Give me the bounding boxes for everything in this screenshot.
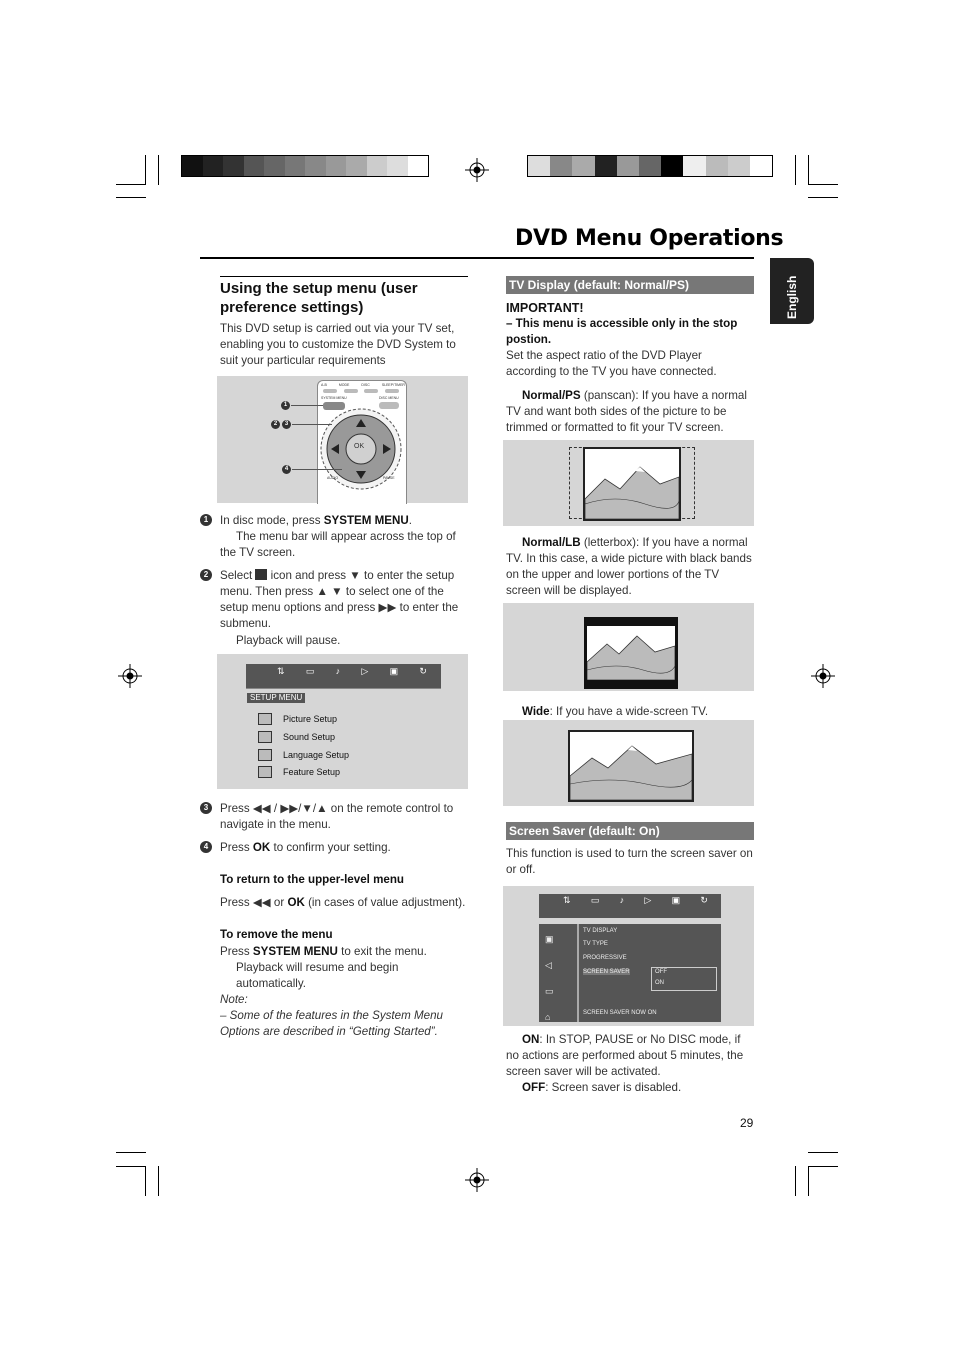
osd-item[interactable]: TV TYPE <box>583 941 608 947</box>
setup-icon <box>255 569 267 580</box>
remote-label: A-B <box>321 383 327 387</box>
picture-setup-icon <box>258 713 272 725</box>
pause-label: PAUSE <box>383 476 395 480</box>
ok-button-label: OK <box>354 443 365 450</box>
on-text <box>506 1032 754 1080</box>
speaker-icon: ◁ <box>545 960 552 970</box>
step-1-sub: The menu bar will appear across the top of the TV screen. <box>220 530 456 559</box>
osd-status: SCREEN SAVER NOW ON <box>583 1010 657 1016</box>
language-icon: ▭ <box>545 986 554 996</box>
step-text: . <box>408 514 413 527</box>
return-part: (in cases of value adjustment). <box>304 896 466 909</box>
remove-text <box>220 944 468 960</box>
page-title: DVD Menu Operations <box>515 226 784 251</box>
menu-item-feature[interactable]: Feature Setup <box>283 767 341 777</box>
osd-option-on[interactable]: ON <box>655 980 664 986</box>
step-text: Select <box>220 569 256 582</box>
repeat-icon: ↻ <box>700 895 708 905</box>
on-desc: : In STOP, PAUSE or No DISC mode, if no actions are performed about 5 minutes, the screen saver will be activated. <box>506 1033 744 1078</box>
screen-icon: ▣ <box>389 666 399 676</box>
callout-1: 1 <box>281 401 290 410</box>
audio-icon: ♪ <box>619 895 625 905</box>
play-icon: ▷ <box>361 666 369 676</box>
note-text: – Some of the features in the System Menu Options are described in “Getting Started”. <box>220 1009 443 1038</box>
osd-side-icons <box>545 926 554 1030</box>
panscan-illustration <box>503 440 754 526</box>
step-text: to confirm your setting. <box>270 841 391 854</box>
tv-screen-panscan <box>583 447 681 521</box>
return-heading: To return to the upper-level menu <box>220 873 405 886</box>
osd-item[interactable]: TV DISPLAY <box>583 928 618 934</box>
repeat-icon: ↻ <box>419 666 427 676</box>
language-label: English <box>785 275 799 319</box>
step-number: 2 <box>200 569 212 581</box>
title-rule <box>200 257 754 259</box>
menu-item-sound[interactable]: Sound Setup <box>283 732 336 742</box>
normal-lb-text <box>506 535 754 599</box>
gray-scale-bar-right <box>527 155 773 177</box>
normal-lb-desc: (letterbox): If you have a normal TV. In this case, a wide picture with black bands on the upper and lower portions of the TV screen will be displayed. <box>506 536 752 597</box>
remove-keyword: SYSTEM MENU <box>252 945 338 958</box>
osd-arrow <box>246 688 441 689</box>
remove-part: Press <box>220 945 253 958</box>
return-keyword: OK <box>287 896 305 909</box>
letterbox-picture <box>587 626 675 680</box>
off-label: OFF <box>522 1081 546 1094</box>
normal-ps-label: Normal/PS <box>522 389 581 402</box>
osd-divider <box>577 924 579 1022</box>
language-tab <box>770 258 814 324</box>
setup-icon: ⇅ <box>277 666 285 676</box>
callout-4: 4 <box>282 465 291 474</box>
wide-desc: : If you have a wide-screen TV. <box>549 705 709 718</box>
screen-saver-bar: Screen Saver (default: On) <box>506 822 754 840</box>
feature-setup-icon <box>258 766 272 778</box>
osd-item[interactable]: PROGRESSIVE <box>583 955 627 961</box>
wide-illustration <box>503 720 754 806</box>
remove-heading: To remove the menu <box>220 928 333 941</box>
remote-label: MODE <box>338 383 350 387</box>
step-text: In disc mode, press <box>220 514 324 527</box>
tv-display-bar: TV Display (default: Normal/PS) <box>506 276 754 294</box>
remove-sub: Playback will resume and begin automatically. <box>236 961 399 990</box>
important-label: IMPORTANT! <box>506 301 584 315</box>
osd-item-selected[interactable]: SCREEN SAVER <box>583 969 630 975</box>
osd-icons <box>563 895 708 906</box>
normal-lb-label: Normal/LB <box>522 536 581 549</box>
feature-icon: ⌂ <box>545 1012 551 1022</box>
normal-ps-desc: (panscan): If you have a normal TV and want both sides of the picture to be trimmed or formatted to fit your TV screen. <box>506 389 747 434</box>
important-text: – This menu is accessible only in the stop postion. <box>506 317 738 346</box>
note-label: Note: <box>220 993 248 1006</box>
intro-paragraph: This DVD setup is carried out via your TV set, enabling you to customize the DVD System to suit your particular requirements <box>220 322 456 367</box>
menu-item-picture[interactable]: Picture Setup <box>283 714 338 724</box>
subtitle-icon: ▭ <box>305 666 315 676</box>
crosshair-icon <box>465 1168 489 1192</box>
screen-icon: ▣ <box>671 895 681 905</box>
language-setup-icon <box>258 749 272 761</box>
crosshair-icon <box>118 664 142 688</box>
step-2-sub: Playback will pause. <box>236 634 341 647</box>
setup-menu-illustration <box>217 654 468 789</box>
audio-icon: ♪ <box>335 666 341 676</box>
callout-2: 2 <box>271 420 280 429</box>
section-heading: Using the setup menu (user preference settings) <box>220 276 468 317</box>
play-icon: ▷ <box>644 895 652 905</box>
step-3: Press ◀◀ / ▶▶/▼/▲ on the remote control to navigate in the menu. <box>220 802 454 831</box>
remove-part: to exit the menu. <box>337 945 427 958</box>
disc-menu-label: DISC MENU <box>379 396 399 400</box>
callout-line <box>291 405 323 406</box>
page-number: 29 <box>740 1116 754 1130</box>
sound-setup-icon <box>258 731 272 743</box>
audio-label: AUDIO <box>327 476 339 480</box>
step-number: 1 <box>200 514 212 526</box>
callout-3: 3 <box>282 420 291 429</box>
step-text: Press <box>220 841 253 854</box>
step-4 <box>220 840 468 856</box>
osd-icons <box>277 666 427 677</box>
tv-screen-wide <box>568 730 694 802</box>
crosshair-icon <box>465 158 489 182</box>
remote-top-labels <box>321 383 405 387</box>
screen-saver-illustration <box>503 886 754 1026</box>
return-part: Press ◀◀ or <box>220 896 288 909</box>
normal-ps-text <box>506 388 754 436</box>
menu-item-language[interactable]: Language Setup <box>283 750 350 760</box>
step-number: 4 <box>200 841 212 853</box>
remote-label: SLEEP/TIMER <box>381 383 405 387</box>
letterbox-illustration <box>503 603 754 691</box>
step-1 <box>220 513 468 529</box>
subtitle-icon: ▭ <box>590 895 600 905</box>
gray-scale-bar-left <box>181 155 429 177</box>
step-keyword: OK <box>252 841 271 854</box>
wide-text <box>506 704 754 720</box>
osd-option-off[interactable]: OFF <box>655 969 667 975</box>
step-keyword: SYSTEM MENU <box>323 514 409 527</box>
step-text: icon and press ▼ to enter the setup menu. Then press ▲ ▼ to select one of the setup menu options and press ▶▶ to enter the submenu. <box>220 569 459 630</box>
picture-icon: ▣ <box>545 934 554 944</box>
step-number: 3 <box>200 802 212 814</box>
callout-line <box>292 469 342 470</box>
remote-label: DISC <box>361 383 370 387</box>
aspect-text: Set the aspect ratio of the DVD Player according to the TV you have connected. <box>506 349 717 378</box>
screen-saver-text: This function is used to turn the screen saver on or off. <box>506 847 753 876</box>
crosshair-icon <box>811 664 835 688</box>
setup-menu-label: SETUP MENU <box>247 693 305 703</box>
remote-illustration <box>217 376 468 503</box>
on-label: ON <box>522 1033 540 1046</box>
remote-button-row <box>323 389 399 393</box>
off-text <box>522 1080 754 1096</box>
callout-line <box>292 424 332 425</box>
wide-label: Wide <box>522 705 550 718</box>
step-2 <box>220 568 468 632</box>
system-menu-label: SYSTEM MENU <box>321 396 347 400</box>
setup-icon: ⇅ <box>563 895 571 905</box>
off-desc: : Screen saver is disabled. <box>545 1081 682 1094</box>
return-text <box>220 895 468 911</box>
